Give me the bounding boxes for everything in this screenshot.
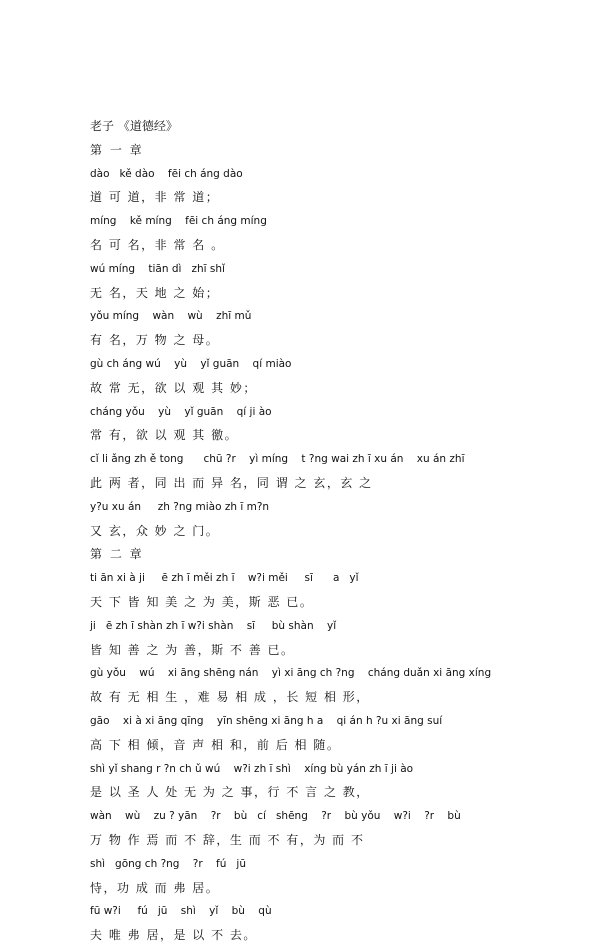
pinyin-line: cháng yǒu yù yǐ guān qí ji ào — [90, 405, 272, 418]
pinyin-line: wàn wù zu ? yān ?r bù cí shēng ?r bù yǒu w?i ?r bù — [90, 810, 461, 823]
pinyin-line: gù ch áng wú yù yǐ guān qí miào — [90, 357, 292, 370]
pinyin-line: yǒu míng wàn wù zhī mǔ — [90, 310, 252, 323]
chinese-line: 故 常 无，欲 以 观 其 妙； — [90, 380, 257, 395]
pinyin-line: gù yǒu wú xi āng shēng nán yì xi āng ch ?ng cháng duǎn xi āng xíng — [90, 667, 492, 680]
pinyin-line: ji ē zh ī shàn zh ī w?i shàn sī bù shàn yǐ — [90, 619, 337, 632]
pinyin-line: míng kě míng fēi ch áng míng — [90, 215, 267, 228]
pinyin-line: fū w?i fú jū shì yǐ bù qù — [90, 905, 272, 918]
chinese-line: 故 有 无 相 生 ，难 易 相 成 ，长 短 相 形， — [90, 690, 370, 705]
chinese-line: 此 两 者，同 出 而 异 名，同 谓 之 玄，玄 之 — [90, 475, 373, 490]
pinyin-line: wú míng tiān dì zhī shǐ — [90, 262, 225, 275]
chinese-line: 是 以 圣 人 处 无 为 之 事，行 不 言 之 教， — [90, 785, 370, 800]
chinese-line: 名 可 名，非 常 名 。 — [90, 237, 225, 252]
pinyin-line: shì yǐ shang r ?n ch ǔ wú w?i zh ī shì xíng bù yán zh ī ji ào — [90, 762, 414, 775]
chinese-line: 恃，功 成 而 弗 居。 — [90, 880, 220, 895]
pinyin-line: cǐ li ǎng zh ě tong chū ?r yì míng t ?ng wai zh ī xu án xu án zhī — [90, 453, 465, 466]
document-body — [90, 115, 570, 948]
chinese-line: 皆 知 善 之 为 善，斯 不 善 已。 — [90, 642, 295, 657]
pinyin-line: y?u xu án zh ?ng miào zh ī m?n — [90, 500, 270, 513]
chinese-line: 万 物 作 焉 而 不 辞，生 而 不 有，为 而 不 — [90, 832, 365, 847]
chinese-line: 有 名，万 物 之 母。 — [90, 333, 220, 348]
pinyin-line: gāo xi à xi āng qīng yīn shēng xi āng h a qi án h ?u xi āng suí — [90, 714, 443, 727]
chinese-line: 高 下 相 倾，音 声 相 和，前 后 相 随。 — [90, 737, 341, 752]
chinese-line: 常 有，欲 以 观 其 徼。 — [90, 428, 239, 443]
chapter-heading-2: 第 二 章 — [90, 547, 144, 562]
document-title: 老子 《道德经》 — [90, 119, 178, 133]
pinyin-line: ti ān xi à ji ē zh ī měi zh ī w?i měi sī a yǐ — [90, 572, 359, 585]
chapter-heading-1: 第 一 章 — [90, 142, 144, 157]
chinese-line: 又 玄，众 妙 之 门。 — [90, 523, 220, 538]
chinese-line: 夫 唯 弗 居，是 以 不 去。 — [90, 928, 257, 943]
pinyin-line: dào kě dào fēi ch áng dào — [90, 167, 243, 180]
chinese-line: 天 下 皆 知 美 之 为 美，斯 恶 已。 — [90, 594, 314, 609]
chinese-line: 无 名，天 地 之 始； — [90, 285, 220, 300]
pinyin-line: shì gōng ch ?ng ?r fú jū — [90, 857, 246, 870]
chinese-line: 道 可 道，非 常 道； — [90, 190, 220, 205]
